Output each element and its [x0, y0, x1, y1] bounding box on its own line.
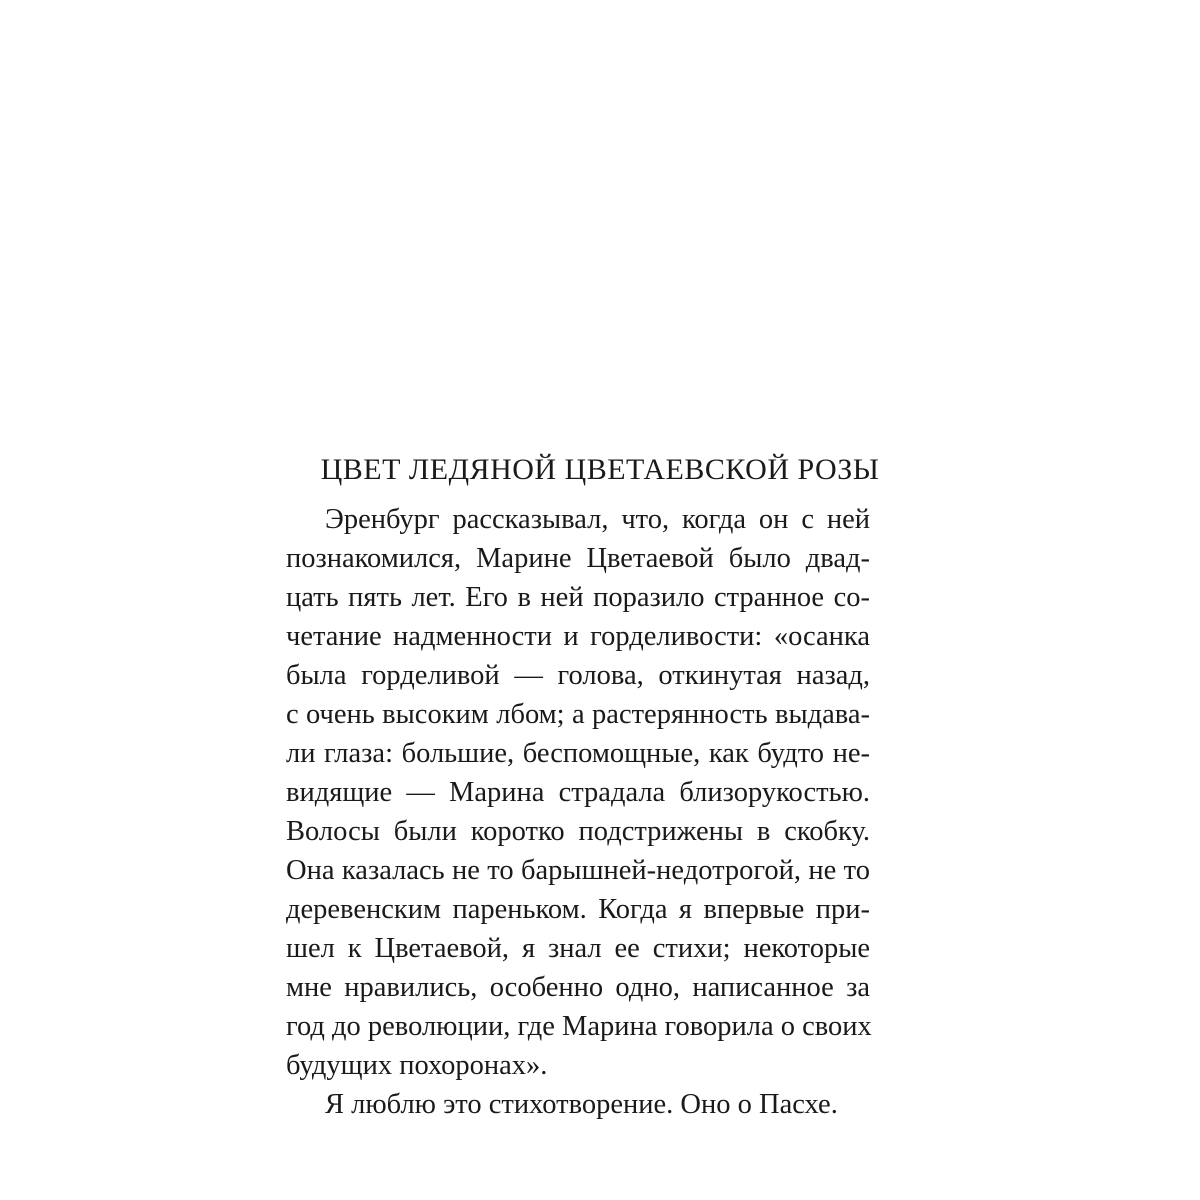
text-line: четание надменности и горделивости: «осанка — [286, 621, 870, 652]
text-line: шел к Цветаевой, я знал ее стихи; некоторые — [286, 933, 870, 964]
text-line: видящие — Марина страдала близорукостью. — [286, 777, 870, 808]
text-line: познакомился, Марине Цветаевой было двад- — [286, 543, 870, 574]
text-line: Волосы были коротко подстрижены в скобку. — [286, 816, 870, 847]
text-line: год до революции, где Марина говорила о своих — [286, 1011, 872, 1042]
paragraph — [286, 500, 870, 1085]
text-line: цать пять лет. Его в ней поразило странное со- — [286, 582, 870, 613]
text-line: Эренбург рассказывал, что, когда он с ней — [325, 504, 870, 535]
text-line: мне нравились, особенно одно, написанное за — [286, 972, 870, 1003]
paragraph — [286, 1085, 870, 1124]
text-line: Я люблю это стихотворение. Оно о Пасхе. — [325, 1089, 838, 1120]
text-line: будущих похоронах». — [286, 1050, 548, 1081]
chapter-title: ЦВЕТ ЛЕДЯНОЙ ЦВЕТАЕВСКОЙ РОЗЫ — [320, 453, 880, 486]
text-line: Она казалась не то барышней-недотрогой, не то — [286, 855, 870, 886]
text-line: с очень высоким лбом; а растерянность выдава- — [286, 699, 870, 730]
text-line: ли глаза: большие, беспомощные, как будто не- — [286, 738, 870, 769]
body-text — [286, 500, 870, 1124]
text-line: была горделивой — голова, откинутая назад, — [286, 660, 870, 691]
text-line: деревенским пареньком. Когда я впервые при- — [286, 894, 870, 925]
